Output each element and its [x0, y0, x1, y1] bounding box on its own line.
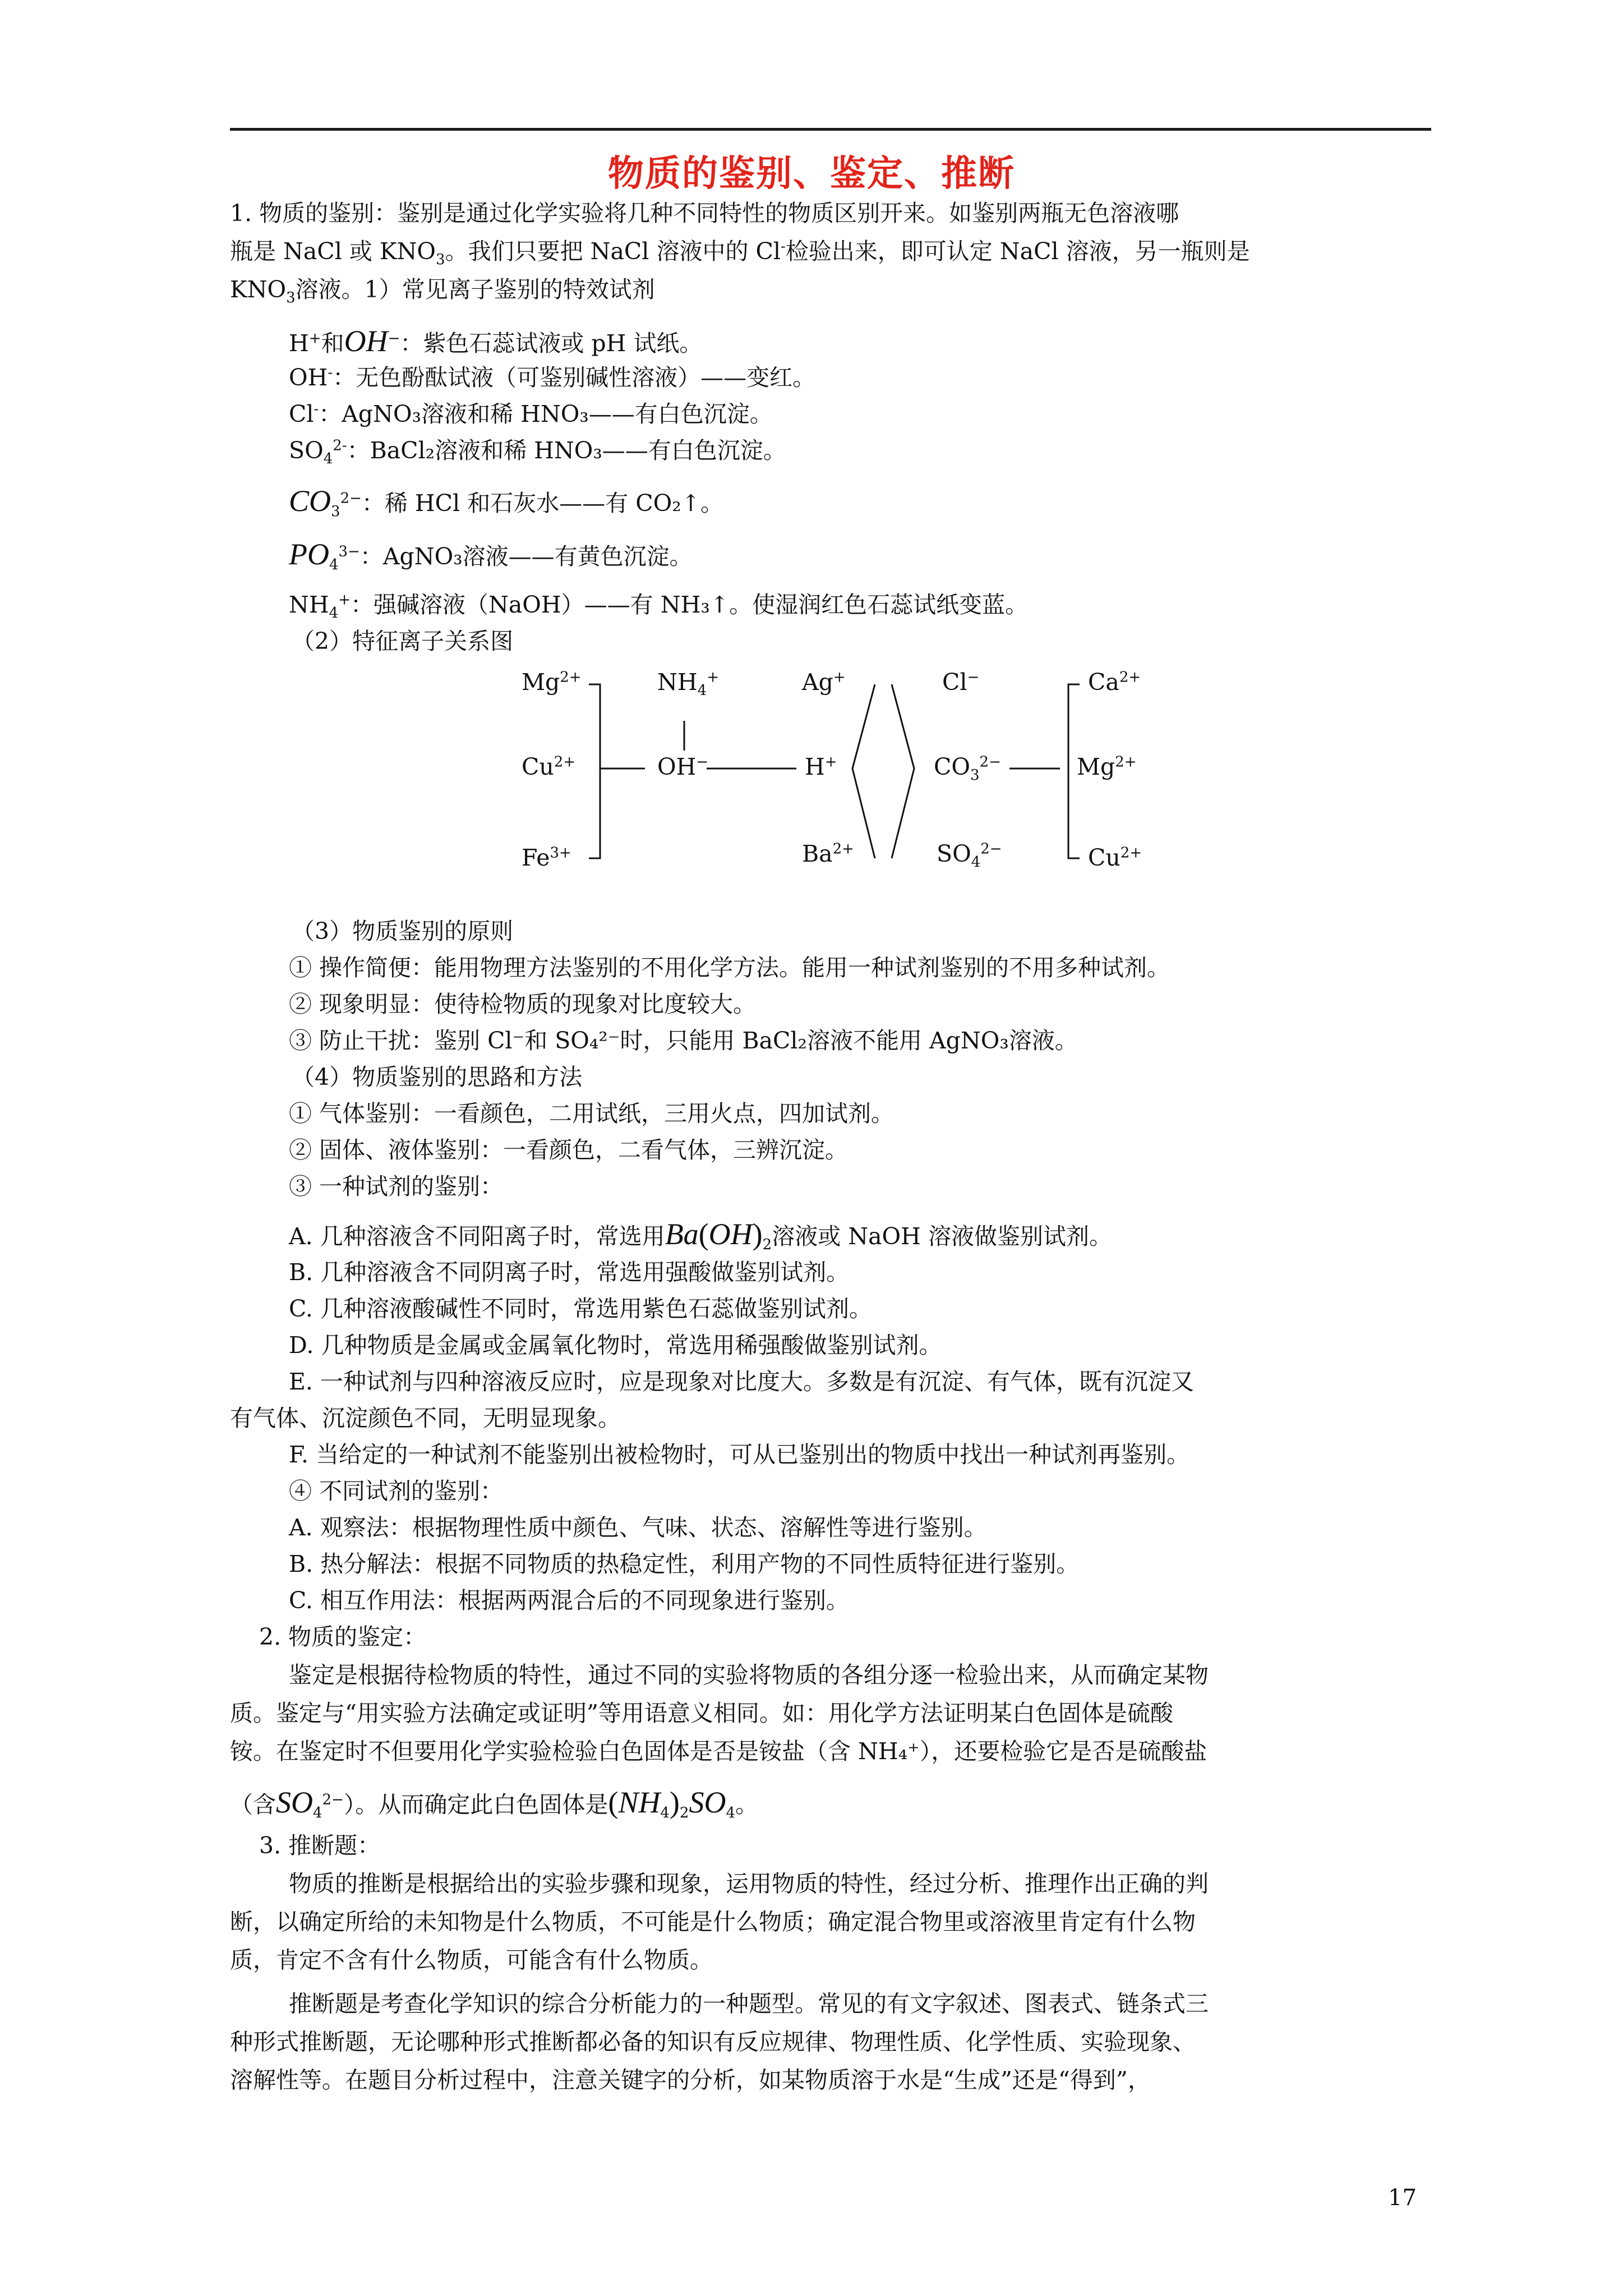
page-title: 物质的鉴别、鉴定、推断 [608, 153, 1015, 195]
method-f: F. 当给定的一种试剂不能鉴别出被检物时，可从已鉴别出的物质中找出一种试剂再鉴别。 [289, 1441, 1190, 1468]
method-d: D. 几种物质是金属或金属氧化物时，常选用稀强酸做鉴别试剂。 [289, 1332, 942, 1359]
method-b: B. 几种溶液含不同阴离子时，常选用强酸做鉴别试剂。 [289, 1259, 850, 1286]
s3-p1-line-2: 断，以确定所给的未知物是什么物质，不可能是什么物质；确定混合物里或溶液里肯定有什么物 [230, 1908, 1196, 1935]
ion-cl-diagram: Cl− [942, 669, 980, 696]
principle-3: ③ 防止干扰：鉴别 Cl⁻和 SO₄²⁻时，只能用 BaCl₂溶液不能用 AgNO₃溶液。 [289, 1027, 1078, 1054]
ion-h-oh: H+和OH−：紫色石蕊试液或 pH 试纸。 [289, 324, 703, 358]
ion-ca: $Ca^{2+}$ [1088, 669, 1141, 696]
ion-po4: $PO_4^{3-}$：AgNO₃溶液——有黄色沉淀。 [289, 537, 693, 574]
method-4a: A. 观察法：根据物理性质中颜色、气味、状态、溶解性等进行鉴别。 [289, 1514, 987, 1541]
principle-2: ② 现象明显：使待检物质的现象对比度较大。 [289, 991, 757, 1018]
s2-line-4: （含$SO_4^{2-}$）。从而确定此白色固体是$(NH_4)_2SO_4$。 [230, 1786, 758, 1822]
s3-p2-line-3: 溶解性等。在题目分析过程中，注意关键字的分析，如某物质溶于水是“生成”还是“得到”， [230, 2067, 1151, 2093]
ion-co3: $CO_3^{2-}$：稀 HCl 和石灰水——有 CO₂↑。 [289, 484, 723, 521]
ion-cu-right: $Cu^{2+}$ [1088, 844, 1142, 871]
s1-line-3: $KNO_3$溶液。1）常见离子鉴别的特效试剂 [230, 276, 655, 307]
ion-h-diagram: H+ [805, 753, 837, 780]
ion-fe: $Fe^{3+}$ [522, 844, 571, 871]
ion-oh-diagram: OH− [657, 753, 709, 780]
ion-ba: $Ba^{2+}$ [802, 840, 854, 867]
method-a: A. 几种溶液含不同阳离子时，常选用$Ba(OH)_2$溶液或 NaOH 溶液做鉴别试剂。 [289, 1217, 1112, 1254]
ion-so4: $SO_4^{2-}$：BaCl₂溶液和稀 HNO₃——有白色沉淀。 [289, 437, 786, 468]
method-1: ① 气体鉴别：一看颜色，二用试纸，三用火点，四加试剂。 [289, 1100, 895, 1127]
method-e-1: E. 一种试剂与四种溶液反应时，应是现象对比度大。多数是有沉淀、有气体，既有沉淀又 [289, 1368, 1194, 1395]
ion-so4-diagram: $SO_4^{2-}$ [937, 840, 1002, 871]
s2-line-1: 鉴定是根据待检物质的特性，通过不同的实验将物质的各组分逐一检验出来，从而确定某物 [289, 1662, 1209, 1688]
ion-mg-left: $Mg^{2+}$ [522, 669, 582, 696]
ion-nh4: $NH_4^+$：强碱溶液（NaOH）——有 NH₃↑。使湿润红色石蕊试纸变蓝。 [289, 591, 1029, 622]
method-2: ② 固体、液体鉴别：一看颜色，二看气体，三辨沉淀。 [289, 1137, 849, 1163]
page-number: 17 [1388, 2185, 1417, 2211]
method-4: ④ 不同试剂的鉴别： [289, 1478, 504, 1504]
method-c: C. 几种溶液酸碱性不同时，常选用紫色石蕊做鉴别试剂。 [289, 1295, 872, 1322]
ion-mg-right: $Mg^{2+}$ [1077, 753, 1137, 780]
method-4c: C. 相互作用法：根据两两混合后的不同现象进行鉴别。 [289, 1587, 849, 1614]
s2-heading: 2. 物质的鉴定： [259, 1623, 427, 1650]
diagram-caption: （2）特征离子关系图 [292, 628, 514, 655]
method-4b: B. 热分解法：根据不同物质的热稳定性，利用产物的不同性质特征进行鉴别。 [289, 1550, 1080, 1577]
s2-line-3: 铵。在鉴定时不但要用化学实验检验白色固体是否是铵盐（含 NH₄⁺），还要检验它是否是硫酸盐 [230, 1738, 1207, 1765]
header-rule [230, 128, 1431, 131]
ion-nh4-diagram: $NH_4^+$ [657, 669, 719, 700]
s3-p2-line-1: 推断题是考查化学知识的综合分析能力的一种题型。常见的有文字叙述、图表式、链条式三 [289, 1990, 1209, 2017]
s2-line-2: 质。鉴定与“用实验方法确定或证明”等用语意义相同。如：用化学方法证明某白色固体是硫酸 [230, 1700, 1173, 1727]
principle-1: ① 操作简便：能用物理方法鉴别的不用化学方法。能用一种试剂鉴别的不用多种试剂。 [289, 954, 1170, 981]
principles-heading: （3）物质鉴别的原则 [292, 918, 514, 945]
ion-relation-diagram [505, 662, 1211, 898]
ion-cu-left: $Cu^{2+}$ [522, 753, 576, 780]
ion-ag: Ag+ [802, 669, 846, 696]
s3-p1-line-1: 物质的推断是根据给出的实验步骤和现象，运用物质的特性，经过分析、推理作出正确的判 [289, 1870, 1209, 1897]
ion-co3-diagram: $CO_3^{2-}$ [934, 753, 1001, 784]
method-e-2: 有气体、沉淀颜色不同，无明显现象。 [230, 1405, 621, 1432]
method-3: ③ 一种试剂的鉴别： [289, 1173, 504, 1200]
s1-line-2: 瓶是 NaCl 或 $KNO_3$。我们只要把 NaCl 溶液中的 Cl-检验出来，即可认定 NaCl 溶液，另一瓶则是 [230, 238, 1250, 269]
methods-heading: （4）物质鉴别的思路和方法 [292, 1064, 583, 1091]
ion-oh: OH-：无色酚酞试液（可鉴别碱性溶液）——变红。 [289, 364, 816, 391]
ion-cl: Cl-：AgNO₃溶液和稀 HNO₃——有白色沉淀。 [289, 401, 773, 427]
s3-heading: 3. 推断题： [259, 1832, 381, 1859]
s3-p1-line-3: 质，肯定不含有什么物质，可能含有什么物质。 [230, 1947, 713, 1973]
s1-line-1: 1. 物质的鉴别：鉴别是通过化学实验将几种不同特性的物质区别开来。如鉴别两瓶无色溶液哪 [230, 200, 1179, 227]
s3-p2-line-2: 种形式推断题，无论哪种形式推断都必备的知识有反应规律、物理性质、化学性质、实验现象、 [230, 2028, 1196, 2055]
